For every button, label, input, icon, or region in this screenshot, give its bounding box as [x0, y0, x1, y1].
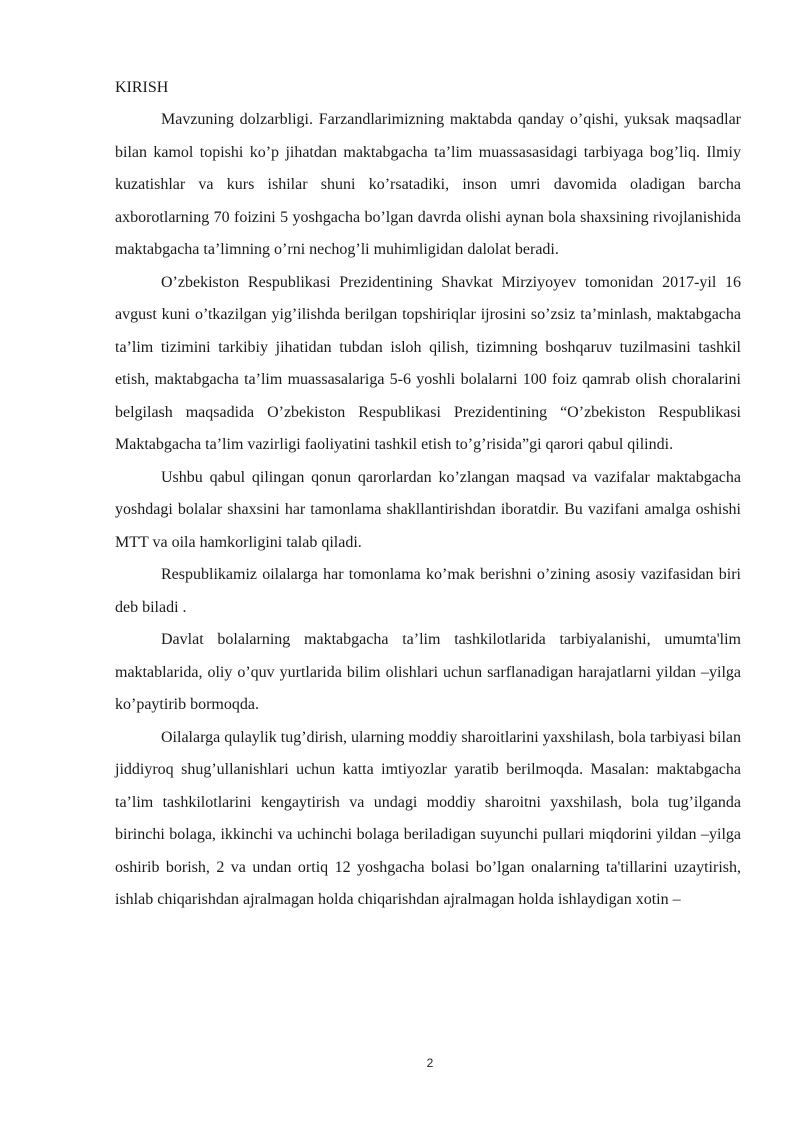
paragraph-presidential-decree: O’zbekiston Respublikasi Prezidentining Shavkat Mirziyoyev tomonidan 2017-yil 16 avgust kuni o’tkazilgan yig’ilishda berilgan topshiriqlar ijrosini so’zsiz ta’minlash, maktabgacha ta’lim tizimini tarkibiy jihatidan tubdan isloh qilish, tizimning boshqaruv tuzilmasini tashkil etish, maktabgacha ta’lim muassasalariga 5-6 yoshli bolalarni 100 foiz qamrab olish choralarini belgilash maqsadida O’zbekiston Respublikasi Prezidentining “O’zbekiston Respublikasi Maktabgacha ta’lim vazirligi faoliyatini tashkil etish to’g’risida”gi qarori qabul qilindi.	[115, 273, 741, 453]
paragraph-goals: Ushbu qabul qilingan qonun qarorlardan ko’zlangan maqsad va vazifalar maktabgacha yoshdagi bolalar shaxsini har tamonlama shakllantirishdan iboratdir. Bu vazifani amalga oshishi MTT va oila hamkorligini talab qiladi.	[115, 468, 741, 551]
paragraph-family-benefits: Oilalarga qulaylik tug’dirish, ularning moddiy sharoitlarini yaxshilash, bola tarbiyasi bilan jiddiyroq shug’ullanishlari uchun katta imtiyozlar yaratib berilmoqda. Masalan: maktabgacha ta’lim tashkilotlarini kengaytirish va undagi moddiy sharoitni yaxshilash, bola tug’ilganda birinchi bolaga, ikkinchi va uchinchi bolaga beriladigan suyunchi pullari miqdorini yildan –yilga oshirib borish, 2 va undan ortiq 12 yoshgacha bolasi bo’lgan onalarning ta'tillarini uzaytirish, ishlab chiqarishdan ajralmagan holda chiqarishdan ajralmagan holda ishlaydigan xotin –	[115, 728, 741, 908]
document-body	[115, 74, 741, 917]
paragraph-family-support: Respublikamiz oilalarga har tomonlama ko’mak berishni o’zining asosiy vazifasidan biri deb biladi .	[115, 566, 741, 616]
paragraph-relevance: Mavzuning dolzarbligi. Farzandlarimizning maktabda qanday o’qishi, yuksak maqsadlar bilan kamol topishi ko’p jihatdan maktabgacha ta’lim muassasasidagi tarbiyaga bog’liq. Ilmiy kuzatishlar va kurs ishilar shuni ko’rsatadiki, inson umri davomida oladigan barcha axborotlarning 70 foizini 5 yoshgacha bo’lgan davrda olishi aynan bola shaxsining rivojlanishida maktabgacha ta’limning o’rni nechog’li muhimligidan dalolat beradi.	[115, 111, 741, 258]
page-number: 2	[426, 1056, 434, 1070]
section-heading: KIRISH	[115, 79, 169, 96]
paragraph-state-expenses: Davlat bolalarning maktabgacha ta’lim tashkilotlarida tarbiyalanishi, umumta'lim maktablarida, oliy o’quv yurtlarida bilim olishlari uchun sarflanadigan harajatlarni yildan –yilga ko’paytirib bormoqda.	[115, 631, 741, 713]
